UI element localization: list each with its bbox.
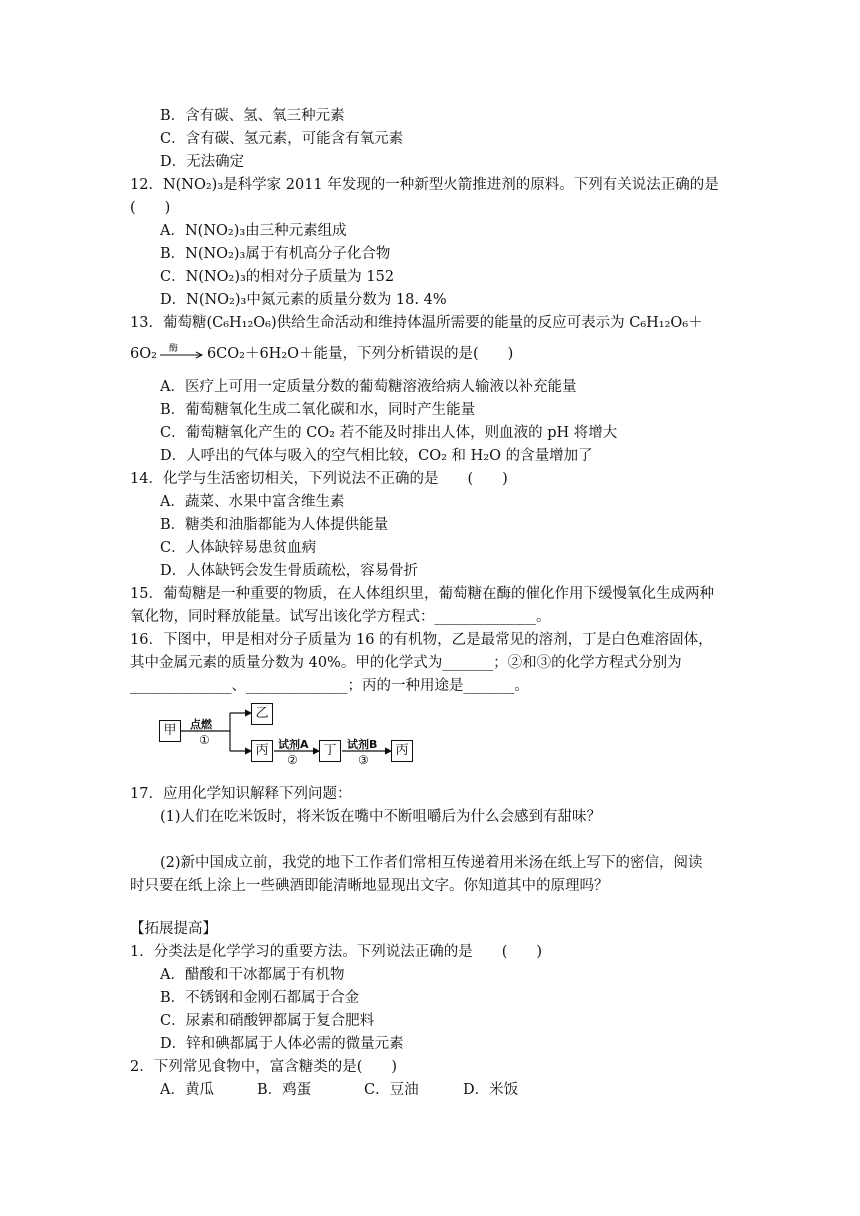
- e2-stem: 2．下列常见食物中，富含糖类的是( ): [130, 1059, 398, 1075]
- q13-equation-line: [130, 343, 513, 365]
- flowchart-label-reagent-a: 试剂A: [278, 738, 309, 751]
- flowchart-step-2: ②: [287, 753, 298, 767]
- e2-options: [160, 1079, 518, 1101]
- e1-option-d: D．锌和碘都属于人体必需的微量元素: [160, 1036, 404, 1052]
- q16-stem-blanks: ______________、______________；丙的一种用途是_______。: [130, 678, 529, 694]
- flowchart-node-jia: 甲: [159, 720, 181, 742]
- q14-option-d: D．人体缺钙会发生骨质疏松，容易骨折: [160, 563, 419, 579]
- q11-option-c: C．含有碳、氢元素，可能含有氧元素: [160, 131, 404, 147]
- q13-products: 6CO₂＋6H₂O＋能量，下列分析错误的是( ): [206, 346, 514, 362]
- q12-option-b: B．N(NO₂)₃属于有机高分子化合物: [160, 246, 391, 262]
- q12-option-c: C．N(NO₂)₃的相对分子质量为 152: [160, 269, 395, 285]
- q13-option-d: D．人呼出的气体与吸入的空气相比较，CO₂ 和 H₂O 的含量增加了: [160, 448, 593, 464]
- q13-option-b: B．葡萄糖氧化生成二氧化碳和水，同时产生能量: [160, 402, 476, 418]
- reaction-arrow-icon: [159, 344, 205, 361]
- q13-reactant: 6O₂: [130, 346, 157, 362]
- flowchart-node-yi: 乙: [251, 703, 273, 725]
- q12-option-a: A．N(NO₂)₃由三种元素组成: [160, 223, 347, 239]
- e2-option-a: A．黄瓜: [160, 1082, 214, 1098]
- q12-stem: 12．N(NO₂)₃是科学家 2011 年发现的一种新型火箭推进剂的原料。下列有关说法正确的是: [130, 177, 719, 193]
- e2-option-c: C．豆油: [364, 1082, 419, 1098]
- q13-stem: 13．葡萄糖(C₆H₁₂O₆)供给生命活动和维持体温所需要的能量的反应可表示为 C₆H₁₂O₆＋: [130, 315, 703, 331]
- flowchart-node-bing-final: 丙: [391, 740, 413, 762]
- e2-option-b: B．鸡蛋: [257, 1082, 312, 1098]
- q17-part-2: (2)新中国成立前，我党的地下工作者们常相互传递着用米汤在纸上写下的密信，阅读: [160, 855, 703, 871]
- reaction-flowchart: [158, 703, 428, 769]
- flowchart-step-1: ①: [199, 733, 210, 747]
- section-heading-extension: 【拓展提高】: [130, 921, 217, 937]
- e2-option-d: D．米饭: [463, 1082, 519, 1098]
- flowchart-node-ding: 丁: [319, 740, 341, 762]
- q13-option-a: A．医疗上可用一定质量分数的葡萄糖溶液给病人输液以补充能量: [160, 379, 577, 395]
- q16-stem-cont: 其中金属元素的质量分数为 40%。甲的化学式为_______；②和③的化学方程式分别为: [130, 655, 682, 671]
- q12-option-d: D．N(NO₂)₃中氮元素的质量分数为 18. 4%: [160, 292, 447, 308]
- q11-option-b: B．含有碳、氢、氧三种元素: [160, 108, 345, 124]
- q13-option-c: C．葡萄糖氧化产生的 CO₂ 若不能及时排出人体，则血液的 pH 将增大: [160, 425, 618, 441]
- e1-option-c: C．尿素和硝酸钾都属于复合肥料: [160, 1013, 375, 1029]
- q12-answer-paren: ( ): [130, 200, 171, 216]
- q14-stem: 14．化学与生活密切相关，下列说法不正确的是 ( ): [130, 471, 508, 487]
- e1-option-a: A．醋酸和干冰都属于有机物: [160, 967, 345, 983]
- q14-option-c: C．人体缺锌易患贫血病: [160, 540, 317, 556]
- q16-stem: 16．下图中，甲是相对分子质量为 16 的有机物，乙是最常见的溶剂，丁是白色难溶固体，: [130, 632, 713, 648]
- flowchart-node-bing: 丙: [251, 740, 273, 762]
- flowchart-step-3: ③: [358, 753, 369, 767]
- e1-option-b: B．不锈钢和金刚石都属于合金: [160, 990, 360, 1006]
- q14-option-a: A．蔬菜、水果中富含维生素: [160, 494, 345, 510]
- q11-option-d: D．无法确定: [160, 154, 245, 170]
- q17-part-2-cont: 时只要在纸上涂上一些碘酒即能清晰地显现出文字。你知道其中的原理吗？: [130, 878, 609, 894]
- flowchart-label-reagent-b: 试剂B: [347, 738, 378, 751]
- q14-option-b: B．糖类和油脂都能为人体提供能量: [160, 517, 389, 533]
- enzyme-label: 酶: [168, 344, 178, 354]
- q17-part-1: (1)人们在吃米饭时，将米饭在嘴中不断咀嚼后为什么会感到有甜味？: [160, 809, 602, 825]
- q15-stem-cont: 氧化物，同时释放能量。试写出该化学方程式：______________。: [130, 609, 551, 625]
- q15-stem: 15．葡萄糖是一种重要的物质，在人体组织里，葡萄糖在酶的催化作用下缓慢氧化生成两种: [130, 586, 714, 602]
- flowchart-label-ignite: 点燃: [190, 718, 212, 731]
- q17-stem: 17．应用化学知识解释下列问题：: [130, 786, 352, 802]
- e1-stem: 1．分类法是化学学习的重要方法。下列说法正确的是 ( ): [130, 944, 543, 960]
